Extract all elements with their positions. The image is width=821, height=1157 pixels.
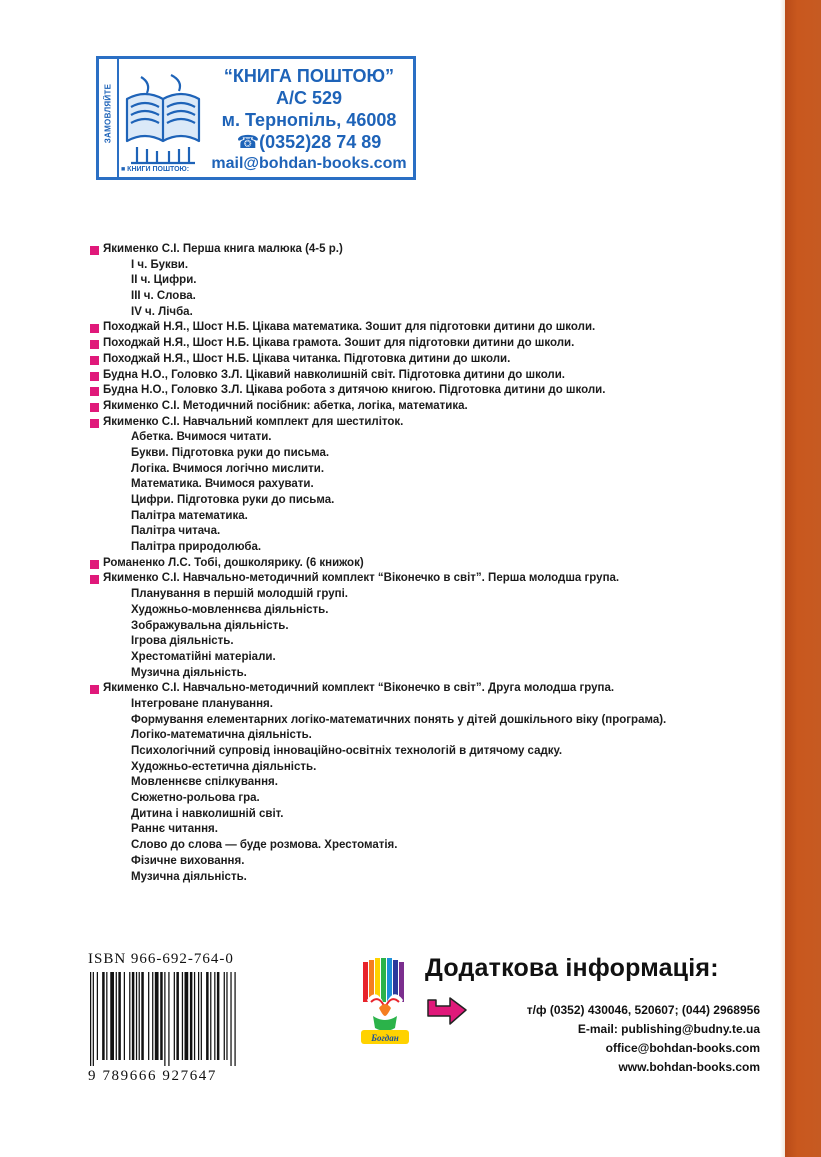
book-list: [90, 242, 760, 885]
book-list-text: Букви. Підготовка руки до письма.: [131, 446, 330, 459]
barcode-bar: [176, 972, 179, 1060]
barcode-bar: [168, 972, 169, 1066]
book-list-subitem: [90, 760, 760, 776]
book-list-subitem: [90, 619, 760, 635]
book-list-subitem: [90, 854, 760, 870]
isbn-label: ISBN 966-692-764-0: [88, 951, 234, 967]
book-list-subitem: [90, 524, 760, 540]
book-list-text: Математика. Вчимося рахувати.: [131, 478, 314, 491]
book-list-text: І ч. Букви.: [131, 258, 189, 271]
barcode-bar: [174, 972, 175, 1060]
barcode-bar: [110, 972, 114, 1060]
book-list-text: Будна Н.О., Головко З.Л. Цікава робота з дитячою книгою. Підготовка дитини до школи.: [103, 384, 606, 397]
pink-bullet-icon: [90, 324, 99, 333]
book-list-item: [90, 352, 760, 368]
barcode-bar: [132, 972, 135, 1060]
pink-bullet-icon: [90, 356, 99, 365]
barcode-bar: [129, 972, 130, 1060]
book-list-text: Психологічний супровід інноваційно-освітніх технологій в дитячому садку.: [131, 745, 563, 757]
barcode-bar: [90, 972, 91, 1066]
barcode-bar: [182, 972, 183, 1060]
book-list-text: Будна Н.О., Головко З.Л. Цікавий навколишній світ. Підготовка дитини до школи.: [103, 368, 566, 381]
barcode-bar: [102, 972, 105, 1060]
book-list-subitem: [90, 509, 760, 525]
book-list-text: Походжай Н.Я., Шост Н.Б. Цікава математика. Зошит для підготовки дитини до школи.: [103, 321, 596, 334]
book-list-text: Музична діяльність.: [131, 870, 247, 883]
barcode-bar: [139, 972, 140, 1060]
barcode-number: 9 789666 927647: [88, 1068, 217, 1084]
contact-phone: т/ф (0352) 430046, 520607; (044) 2968956: [526, 1003, 760, 1017]
book-list-text: Якименко С.І. Навчальний комплект для шестиліток.: [103, 415, 404, 428]
book-list-text: Якименко С.І. Навчально-методичний комплект “Віконечко в світ”. Перша молодша група.: [103, 572, 620, 585]
book-list-subitem: [90, 462, 760, 478]
book-list-text: Раннє читання.: [131, 823, 218, 836]
book-list-subitem: [90, 666, 760, 682]
pink-bullet-icon: [90, 246, 99, 255]
pink-bullet-icon: [90, 685, 99, 694]
book-list-text: Цифри. Підготовка руки до письма.: [131, 494, 335, 506]
barcode: [88, 972, 288, 1066]
barcode-bar: [116, 972, 117, 1060]
book-list-subitem: [90, 822, 760, 838]
barcode-bar: [124, 972, 125, 1060]
barcode-bar: [136, 972, 137, 1060]
barcode-bar: [210, 972, 211, 1060]
book-list-item: [90, 320, 760, 336]
book-list-subitem: [90, 540, 760, 556]
book-list-subitem: [90, 838, 760, 854]
book-list-subitem: [90, 289, 760, 305]
book-list-item: [90, 681, 760, 697]
stamp-bottom-text: ■ КНИГИ ПОШТОЮ:: [121, 166, 190, 173]
book-list-text: Музична діяльність.: [131, 666, 247, 679]
book-list-text: Походжай Н.Я., Шост Н.Б. Цікава грамота. Зошит для підготовки дитини до школи.: [103, 337, 575, 350]
book-list-text: Палітра читача.: [131, 525, 221, 538]
stamp-side-band: [99, 59, 119, 177]
barcode-bar: [164, 972, 165, 1066]
book-list-item: [90, 399, 760, 415]
barcode-bar: [190, 972, 193, 1060]
book-list-text: Походжай Н.Я., Шост Н.Б. Цікава читанка. Підготовка дитини до школи.: [103, 352, 511, 365]
book-list-text: Формування елементарних логіко-математичних понять у дітей дошкільного віку (програма).: [131, 713, 667, 726]
book-list-text: Логіко-математична діяльність.: [131, 729, 312, 742]
barcode-bar: [206, 972, 209, 1060]
book-list-text: Якименко С.І. Перша книга малюка (4-5 р.): [103, 243, 343, 255]
book-list-subitem: [90, 634, 760, 650]
book-list-text: Слово до слова — буде розмова. Хрестоматія.: [131, 839, 398, 852]
barcode-bar: [148, 972, 149, 1060]
stamp-line-box: А/С 529: [275, 88, 343, 108]
barcode-bar: [194, 972, 195, 1060]
book-list-subitem: [90, 744, 760, 760]
book-list-text: Фізичне виховання.: [131, 854, 245, 867]
stamp-line-title: “КНИГА ПОШТОЮ”: [223, 66, 395, 86]
book-list-subitem: [90, 807, 760, 823]
book-list-text: Мовленнєве спілкування.: [131, 776, 278, 789]
book-list-item: [90, 383, 760, 399]
book-list-subitem: [90, 697, 760, 713]
cover-spine: [785, 0, 821, 1157]
book-list-text: Зображувальна діяльність.: [131, 619, 289, 632]
stamp-address: [209, 65, 409, 175]
book-list-text: Художньо-естетична діяльність.: [131, 760, 317, 773]
barcode-bar: [214, 972, 215, 1060]
barcode-bar: [230, 972, 231, 1066]
book-list-subitem: [90, 728, 760, 744]
book-list-text: Палітра природолюба.: [131, 541, 262, 554]
book-list-item: [90, 571, 760, 587]
book-list-subitem: [90, 775, 760, 791]
book-list-subitem: [90, 791, 760, 807]
pink-bullet-icon: [90, 387, 99, 396]
book-list-text: Якименко С.І. Навчально-методичний комплект “Віконечко в світ”. Друга молодша група.: [103, 682, 615, 695]
book-list-item: [90, 556, 760, 572]
book-list-text: Хрестоматійні матеріали.: [131, 650, 276, 663]
book-list-subitem: [90, 446, 760, 462]
barcode-bar: [217, 972, 220, 1060]
barcode-bar: [201, 972, 202, 1060]
book-list-subitem: [90, 650, 760, 666]
pink-bullet-icon: [90, 340, 99, 349]
book-list-item: [90, 242, 760, 258]
book-list-text: Романенко Л.С. Тобі, дошколярику. (6 книжок): [103, 556, 364, 569]
book-list-text: Якименко С.І. Методичний посібник: абетка, логіка, математика.: [103, 399, 468, 412]
contact-email-office: office@bohdan-books.com: [605, 1041, 760, 1055]
mail-order-stamp: [96, 56, 416, 180]
publisher-logo-text: Богдан: [371, 1033, 399, 1043]
barcode-bar: [198, 972, 199, 1060]
book-list-subitem: [90, 713, 760, 729]
open-book-icon: [121, 69, 205, 169]
book-list-text: Планування в першій молодшій групі.: [131, 588, 348, 601]
stamp-line-city: м. Тернопіль, 46008: [221, 110, 397, 130]
barcode-bar: [106, 972, 107, 1060]
pink-bullet-icon: [90, 575, 99, 584]
barcode-bar: [118, 972, 121, 1060]
book-list-item: [90, 415, 760, 431]
book-list-item: [90, 336, 760, 352]
publisher-logo: [357, 956, 413, 1048]
barcode-bar: [141, 972, 144, 1060]
book-list-text: Ігрова діяльність.: [131, 635, 234, 648]
stamp-line-email: mail@bohdan-books.com: [211, 155, 407, 172]
barcode-bar: [160, 972, 163, 1060]
book-list-text: ІІІ ч. Слова.: [131, 290, 196, 303]
stamp-line-phone: ☎(0352)28 74 89: [236, 132, 382, 152]
book-list-subitem: [90, 587, 760, 603]
pink-bullet-icon: [90, 419, 99, 428]
book-list-subitem: [90, 258, 760, 274]
book-list-text: IV ч. Лічба.: [131, 305, 193, 318]
barcode-bar: [185, 972, 189, 1060]
book-list-text: Сюжетно-рольова гра.: [131, 792, 260, 805]
contact-details: [460, 1001, 760, 1077]
pink-bullet-icon: [90, 372, 99, 381]
book-list-subitem: [90, 493, 760, 509]
book-list-subitem: [90, 430, 760, 446]
pink-bullet-icon: [90, 560, 99, 569]
book-list-subitem: [90, 477, 760, 493]
book-list-text: Дитина і навколишній світ.: [131, 807, 284, 820]
barcode-bar: [226, 972, 227, 1060]
contact-email: E-mail: publishing@budny.te.ua: [577, 1022, 760, 1036]
barcode-bar: [234, 972, 235, 1066]
book-list-subitem: [90, 305, 760, 321]
book-list-text: Абетка. Вчимося читати.: [131, 431, 272, 444]
stamp-side-text: ЗАМОВЛЯЙТЕ: [103, 83, 113, 144]
barcode-bar: [97, 972, 98, 1060]
book-list-subitem: [90, 273, 760, 289]
book-list-text: Палітра математика.: [131, 509, 248, 522]
barcode-bar: [152, 972, 153, 1060]
pink-bullet-icon: [90, 403, 99, 412]
book-list-text: ІІ ч. Цифри.: [131, 274, 197, 287]
barcode-bar: [224, 972, 225, 1060]
book-list-text: Логіка. Вчимося логічно мислити.: [131, 462, 325, 475]
barcode-bar: [155, 972, 159, 1060]
book-list-text: Інтегроване планування.: [131, 697, 273, 710]
contact-website: www.bohdan-books.com: [618, 1060, 760, 1074]
book-list-subitem: [90, 870, 760, 886]
additional-info-title: Додаткова інформація:: [425, 954, 719, 982]
book-list-text: Художньо-мовленнєва діяльність.: [131, 603, 329, 616]
book-list-subitem: [90, 603, 760, 619]
book-list-item: [90, 368, 760, 384]
barcode-bar: [93, 972, 94, 1066]
